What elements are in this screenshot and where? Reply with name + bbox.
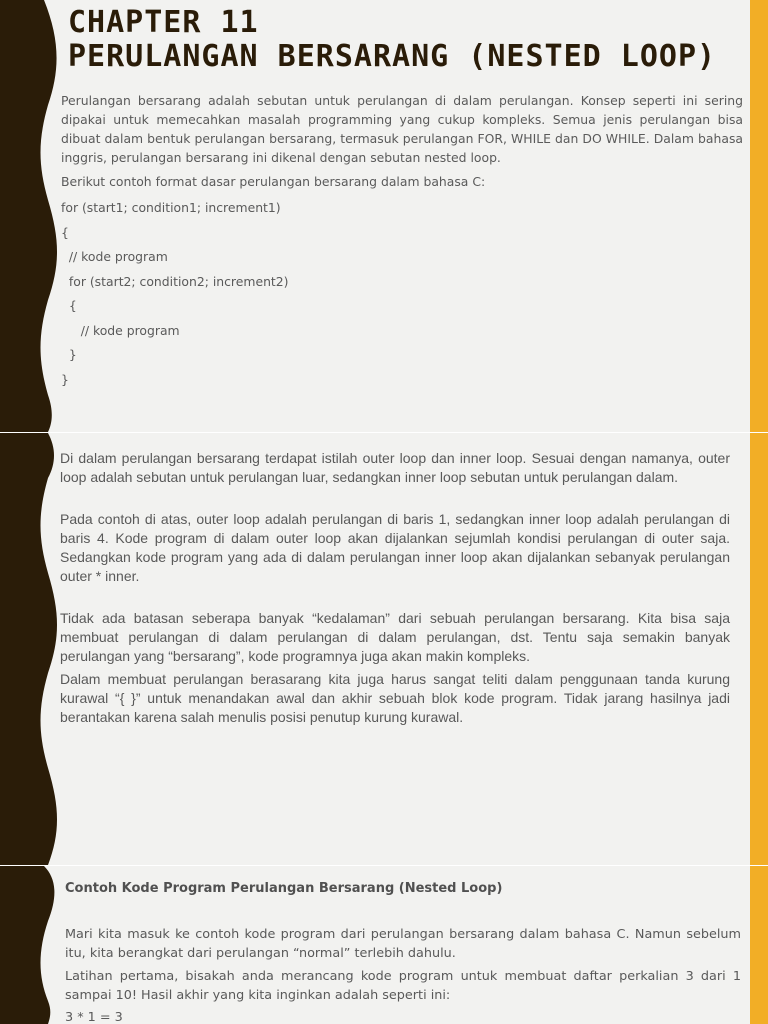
output-line: 3 * 1 = 3 [65, 1010, 123, 1024]
wavy-edge-shape [0, 866, 60, 1024]
chapter-number: CHAPTER 11 [68, 5, 259, 40]
exercise-paragraph: Latihan pertama, bisakah anda merancang kode program untuk membuat daftar perkalian 3 dari 1 sampai 10! Hasil akhir yang kita inginkan adalah seperti ini: [65, 969, 741, 1003]
code-line: { [61, 224, 69, 240]
code-line: } [61, 371, 69, 387]
example-explanation-paragraph: Pada contoh di atas, outer loop adalah perulangan di baris 1, sedangkan inner loop adalah perulangan di baris 4. Kode program di dalam outer loop akan dijalankan sejumlah kondisi perulangan di outer saja. Sedangkan kode program yang ada di dalam perulangan inner loop akan dijalankan sebanyak perulangan outer * inner. [60, 511, 730, 584]
code-line: for (start2; condition2; increment2) [61, 273, 289, 289]
right-accent-band [750, 433, 768, 865]
chapter-title [68, 6, 716, 74]
outer-inner-paragraph: Di dalam perulangan bersarang terdapat istilah outer loop dan inner loop. Sesuai dengan namanya, outer loop adalah sebutan untuk perulangan luar, sedangkan inner loop sebutan untuk perulangan dalam. [60, 450, 730, 485]
slide-3-body [65, 879, 741, 1024]
depth-paragraph: Tidak ada batasan seberapa banyak “kedalaman” dari sebuah perulangan bersarang. Kita bisa saja membuat perulangan di dalam perulangan di dalam perulangan, dst. Tentu saja semakin banyak perulangan yang “bersarang”, kode programnya juga akan makin kompleks. [60, 610, 730, 664]
code-line: // kode program [61, 249, 168, 264]
left-decorative-band [0, 866, 60, 1024]
wavy-edge-shape [0, 433, 60, 865]
section-heading: Contoh Kode Program Perulangan Bersarang (Nested Loop) [65, 881, 503, 896]
right-accent-band [750, 0, 768, 432]
slide-2-body [60, 449, 730, 727]
slide-3 [0, 866, 768, 1024]
code-example [61, 196, 743, 392]
code-line: { [61, 298, 77, 313]
right-accent-band [750, 866, 768, 1024]
slide-1 [0, 0, 768, 432]
code-line: for (start1; condition1; increment1) [61, 200, 281, 215]
intro-paragraph: Perulangan bersarang adalah sebutan untuk perulangan di dalam perulangan. Konsep seperti ini sering dipakai untuk memecahkan masalah programming yang cukup kompleks. Semua jenis perulangan bisa dibuat dalam bentuk perulangan bersarang, termasuk perulangan FOR, WHILE dan DO WHILE. Dalam bahasa inggris, perulangan bersarang ini dikenal dengan sebutan nested loop. [61, 93, 743, 165]
slide-2 [0, 433, 768, 865]
slide-1-body [61, 91, 743, 392]
code-line: } [61, 347, 77, 362]
braces-paragraph: Dalam membuat perulangan berasarang kita juga harus sangat teliti dalam penggunaan tanda kurung kurawal “{ }” untuk menandakan awal dan akhir sebuah blok kode program. Tidak jarang hasilnya jadi berantakan karena salah menulis posisi penutup kurung kurawal. [60, 671, 730, 725]
format-intro-paragraph: Berikut contoh format dasar perulangan bersarang dalam bahasa C: [61, 174, 486, 189]
chapter-heading: PERULANGAN BERSARANG (NESTED LOOP) [68, 39, 717, 74]
intro-paragraph: Mari kita masuk ke contoh kode program dari perulangan bersarang dalam bahasa C. Namun sebelum itu, kita berangkat dari perulangan “normal” terlebih dahulu. [65, 927, 741, 961]
wavy-edge-shape [0, 0, 60, 432]
left-decorative-band [0, 433, 60, 865]
code-line: // kode program [61, 322, 180, 338]
left-decorative-band [0, 0, 60, 432]
